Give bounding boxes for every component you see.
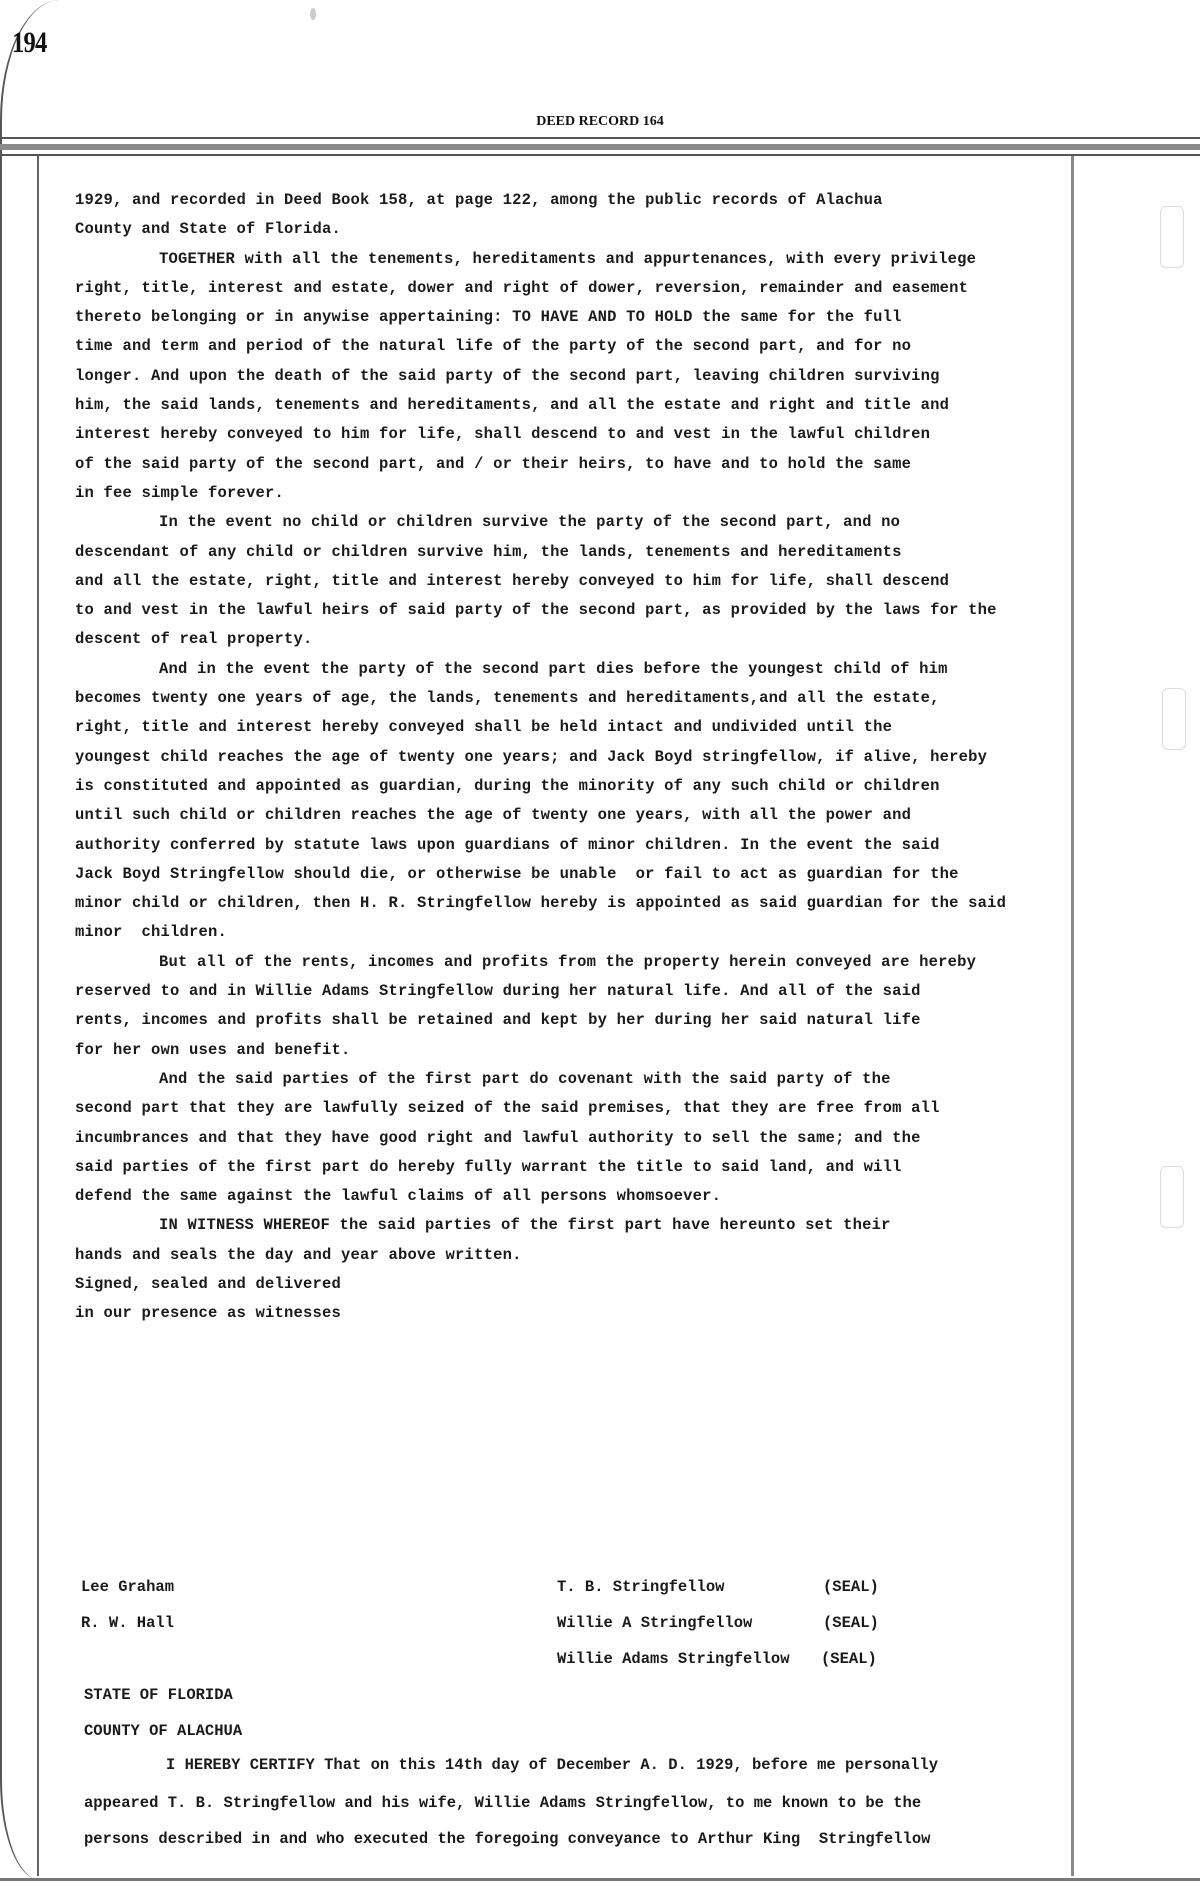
deed-text-line: second part that they are lawfully seized of the said premises, that they are free from all <box>75 1099 940 1118</box>
deed-text-line: time and term and period of the natural life of the party of the second part, and for no <box>75 337 912 356</box>
deed-body-text <box>75 186 1195 1329</box>
deed-text-line: And in the event the party of the second part dies before the youngest child of him <box>159 659 948 678</box>
deed-text-line: But all of the rents, incomes and profits from the property herein conveyed are hereby <box>159 952 977 971</box>
witness-name: Lee Graham <box>81 1578 175 1596</box>
page-edge-curve <box>0 0 60 1880</box>
deed-text-line: for her own uses and benefit. <box>75 1040 351 1059</box>
grantor-name: T. B. Stringfellow <box>557 1578 725 1596</box>
deed-text-line: defend the same against the lawful claims of all persons whomsoever. <box>75 1187 722 1206</box>
signature-row <box>75 1650 1075 1674</box>
deed-text-line: interest hereby conveyed to him for life, shall descend to and vest in the lawful children <box>75 425 931 444</box>
acknowledgment-line: I HEREBY CERTIFY That on this 14th day of December A. D. 1929, before me personally <box>166 1756 939 1774</box>
acknowledgment-county: COUNTY OF ALACHUA <box>84 1722 243 1740</box>
deed-text-line: right, title and interest hereby conveyed shall be held intact and undivided until the <box>75 718 893 737</box>
deed-text-line: hands and seals the day and year above written. <box>75 1245 522 1264</box>
deed-text-line: minor children. <box>75 923 228 942</box>
left-margin-line <box>37 156 39 1876</box>
deed-text-line: in fee simple forever. <box>75 483 285 502</box>
deed-text-line: Jack Boyd Stringfellow should die, or otherwise be unable or fail to act as guardian for the <box>75 864 959 883</box>
deed-text-line: minor child or children, then H. R. Stringfellow hereby is appointed as said guardian for the said <box>75 894 1007 913</box>
running-head: DEED RECORD 164 <box>536 114 664 129</box>
deed-text-line: right, title, interest and estate, dower and right of dower, reversion, remainder and easement <box>75 278 969 297</box>
bottom-rule <box>0 1878 1200 1881</box>
seal-label: (SEAL) <box>823 1578 879 1596</box>
acknowledgment-line: persons described in and who executed the foregoing conveyance to Arthur King Stringfellow <box>84 1830 931 1848</box>
header-rule-top <box>0 137 1200 139</box>
deed-text-line: authority conferred by statute laws upon guardians of minor children. In the event the said <box>75 835 940 854</box>
deed-text-line: until such child or children reaches the age of twenty one years, with all the power and <box>75 806 912 825</box>
deed-text-line: TOGETHER with all the tenements, hereditaments and appurtenances, with every privilege <box>159 249 977 268</box>
deed-text-line: longer. And upon the death of the said party of the second part, leaving children surviving <box>75 366 940 385</box>
deed-text-line: in our presence as witnesses <box>75 1304 342 1323</box>
seal-label: (SEAL) <box>823 1614 879 1632</box>
deed-text-line: descent of real property. <box>75 630 313 649</box>
acknowledgment-state: STATE OF FLORIDA <box>84 1686 233 1704</box>
deed-text-line: And the said parties of the first part do covenant with the said party of the <box>159 1069 891 1088</box>
signature-row <box>75 1614 1075 1638</box>
deed-text-line: Signed, sealed and delivered <box>75 1274 342 1293</box>
acknowledgment-line: appeared T. B. Stringfellow and his wife, Willie Adams Stringfellow, to me known to be the <box>84 1794 922 1812</box>
grantor-name: Willie Adams Stringfellow <box>557 1650 790 1668</box>
grantor-name: Willie A Stringfellow <box>557 1614 753 1632</box>
deed-text-line: In the event no child or children survive the party of the second part, and no <box>159 513 901 532</box>
deed-text-line: reserved to and in Willie Adams Stringfellow during her natural life. And all of the said <box>75 982 921 1001</box>
deed-text-line: to and vest in the lawful heirs of said party of the second part, as provided by the laws for the <box>75 601 997 620</box>
deed-text-line: descendant of any child or children survive him, the lands, tenements and hereditaments <box>75 542 902 561</box>
header-rule-bottom <box>0 154 1200 156</box>
deed-text-line: of the said party of the second part, and / or their heirs, to have and to hold the same <box>75 454 912 473</box>
deed-text-line: IN WITNESS WHEREOF the said parties of the first part have hereunto set their <box>159 1216 891 1235</box>
deed-text-line: him, the said lands, tenements and hereditaments, and all the estate and right and title and <box>75 396 950 415</box>
deed-text-line: and all the estate, right, title and interest hereby conveyed to him for life, shall descend <box>75 571 950 590</box>
deed-text-line: thereto belonging or in anywise appertaining: TO HAVE AND TO HOLD the same for the full <box>75 308 902 327</box>
deed-text-line: becomes twenty one years of age, the lands, tenements and hereditaments,and all the estate, <box>75 689 940 708</box>
deed-text-line: is constituted and appointed as guardian, during the minority of any such child or children <box>75 776 940 795</box>
deed-text-line: rents, incomes and profits shall be retained and kept by her during her said natural life <box>75 1011 921 1030</box>
header-rule-middle <box>0 144 1200 150</box>
deed-text-line: County and State of Florida. <box>75 220 342 239</box>
witness-name: R. W. Hall <box>81 1614 175 1632</box>
deed-text-line: said parties of the first part do hereby fully warrant the title to said land, and will <box>75 1157 902 1176</box>
deed-text-line: youngest child reaches the age of twenty one years; and Jack Boyd stringfellow, if alive, hereby <box>75 747 988 766</box>
paper-speck <box>310 8 316 20</box>
deed-text-line: incumbrances and that they have good right and lawful authority to sell the same; and the <box>75 1128 921 1147</box>
signature-row <box>75 1578 1075 1602</box>
page-number: 194 <box>12 26 47 59</box>
seal-label: (SEAL) <box>821 1650 877 1668</box>
deed-text-line: 1929, and recorded in Deed Book 158, at page 122, among the public records of Alachua <box>75 191 883 209</box>
